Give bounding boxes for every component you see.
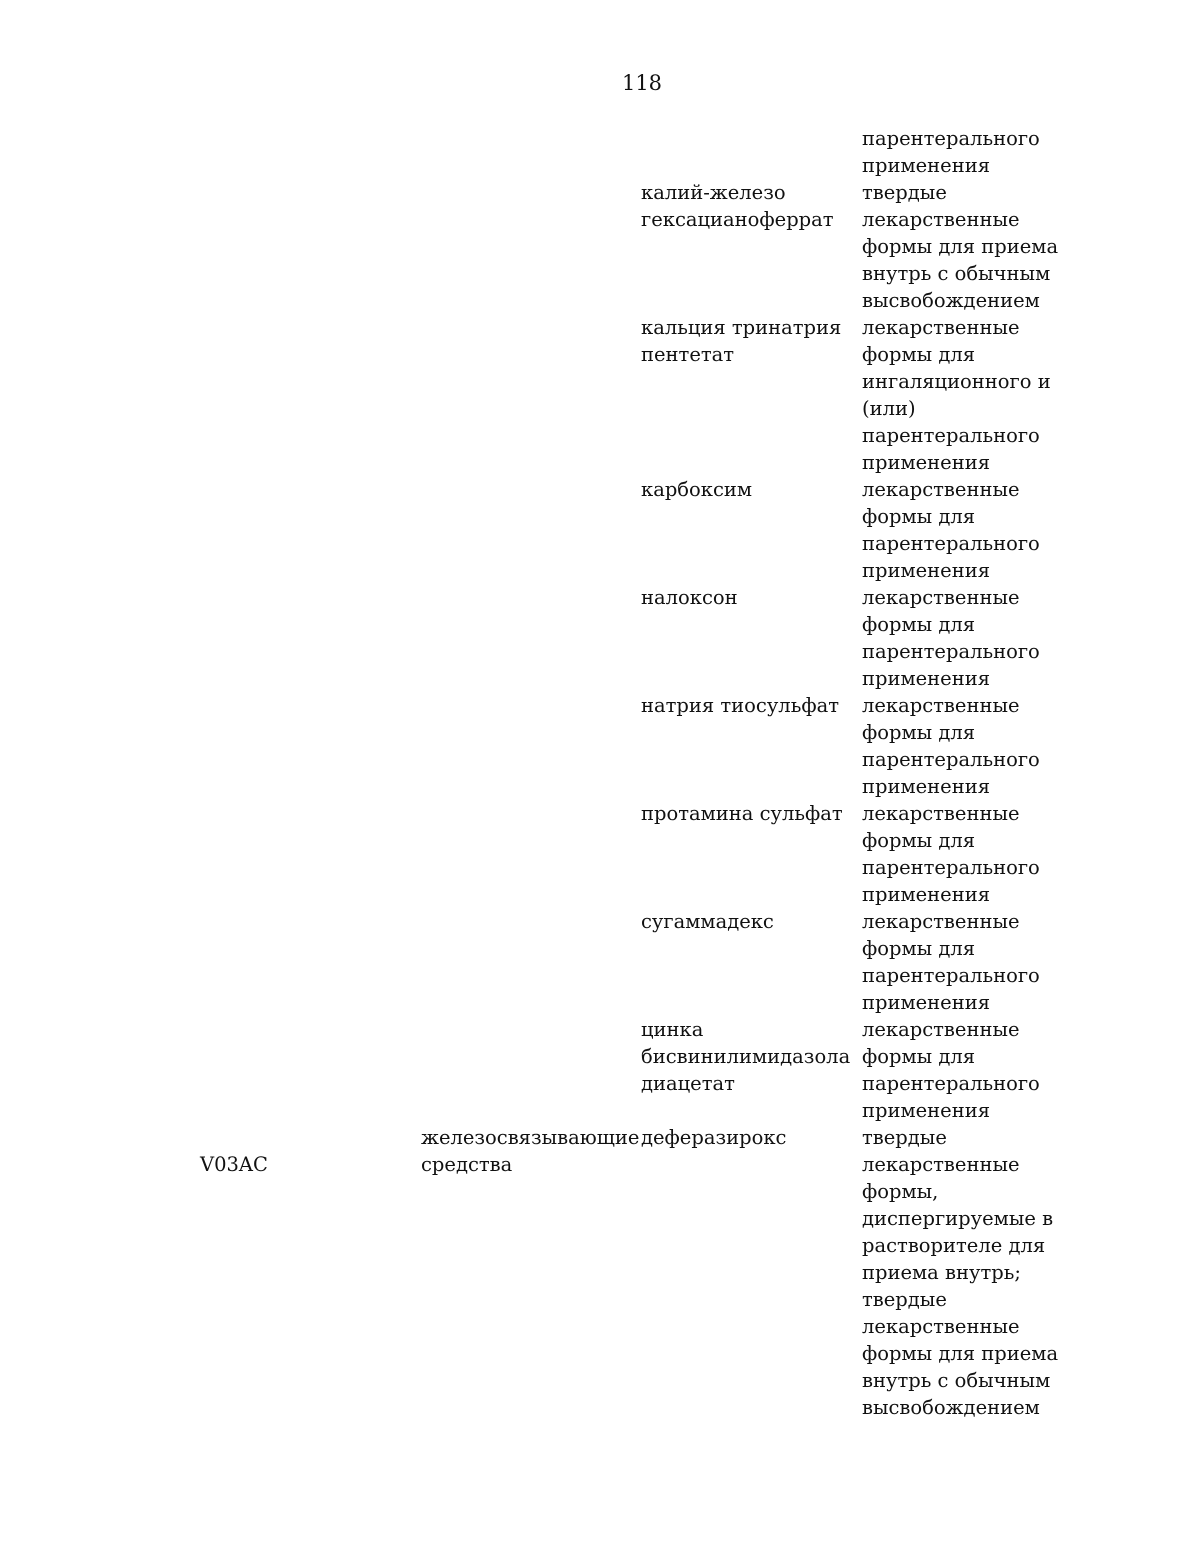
text-line: применения bbox=[862, 883, 991, 906]
text-line: формы для bbox=[862, 1045, 976, 1068]
continuation-forms bbox=[862, 125, 1040, 179]
text-line: формы для приема bbox=[862, 235, 1059, 258]
text-line: применения bbox=[862, 667, 991, 690]
text-line: парентерального bbox=[862, 964, 1040, 987]
text-line: применения bbox=[862, 991, 991, 1014]
text-line: лекарственные bbox=[862, 1315, 1020, 1338]
text-line: пентетат bbox=[641, 343, 735, 366]
text-line: формы для bbox=[862, 613, 976, 636]
text-line: лекарственные bbox=[862, 694, 1020, 717]
text-line: формы для bbox=[862, 721, 976, 744]
page-number: 118 bbox=[621, 71, 663, 95]
dosage-forms bbox=[862, 314, 1051, 476]
text-line: лекарственные bbox=[862, 478, 1020, 501]
text-line: диацетат bbox=[641, 1072, 735, 1095]
text-line: диспергируемые в bbox=[862, 1207, 1054, 1230]
drug-name bbox=[641, 1124, 786, 1151]
dosage-forms bbox=[862, 908, 1040, 1016]
text-line: лекарственные bbox=[862, 1018, 1020, 1041]
dosage-forms bbox=[862, 692, 1040, 800]
dosage-forms bbox=[862, 179, 1058, 314]
text-line: парентерального bbox=[862, 532, 1040, 555]
text-line: налоксон bbox=[641, 586, 738, 609]
text-line: высвобождением bbox=[862, 289, 1040, 312]
drug-name bbox=[641, 1016, 850, 1097]
text-line: калий-железо bbox=[641, 181, 786, 204]
text-line: (или) bbox=[862, 397, 916, 420]
text-line: приема внутрь; bbox=[862, 1261, 1021, 1284]
text-line: формы для bbox=[862, 343, 976, 366]
drug-name bbox=[641, 179, 834, 233]
drug-name bbox=[641, 584, 738, 611]
text-line: карбоксим bbox=[641, 478, 753, 501]
text-line: парентерального bbox=[862, 424, 1040, 447]
drug-name bbox=[641, 908, 774, 935]
text-line: твердые bbox=[862, 181, 947, 204]
dosage-forms bbox=[862, 584, 1040, 692]
text-line: применения bbox=[862, 559, 991, 582]
drug-name bbox=[641, 314, 841, 368]
text-line: внутрь с обычным bbox=[862, 262, 1051, 285]
text-line: внутрь с обычным bbox=[862, 1369, 1051, 1392]
text-line: ингаляционного и bbox=[862, 370, 1051, 393]
text-line: цинка bbox=[641, 1018, 704, 1041]
text-line: лекарственные bbox=[862, 208, 1020, 231]
text-line: парентерального bbox=[862, 1072, 1040, 1095]
text-line: формы, bbox=[862, 1180, 939, 1203]
text-line: железосвязывающие bbox=[421, 1126, 640, 1149]
text-line: парентерального bbox=[862, 640, 1040, 663]
text-line: лекарственные bbox=[862, 910, 1020, 933]
text-line: натрия тиосульфат bbox=[641, 694, 839, 717]
text-line: применения bbox=[862, 154, 991, 177]
atc-code: V03AC bbox=[200, 1153, 268, 1176]
text-line: средства bbox=[421, 1153, 513, 1176]
text-line: кальция тринатрия bbox=[641, 316, 842, 339]
text-line: бисвинилимидазола bbox=[641, 1045, 851, 1068]
text-line: высвобождением bbox=[862, 1396, 1040, 1419]
text-line: формы для bbox=[862, 505, 976, 528]
text-line: лекарственные bbox=[862, 316, 1020, 339]
text-line: формы для приема bbox=[862, 1342, 1059, 1365]
text-line: сугаммадекс bbox=[641, 910, 774, 933]
text-line: парентерального bbox=[862, 748, 1040, 771]
text-line: формы для bbox=[862, 937, 976, 960]
text-line: твердые bbox=[862, 1126, 947, 1149]
text-line: лекарственные bbox=[862, 1153, 1020, 1176]
text-line: протамина сульфат bbox=[641, 802, 843, 825]
text-line: лекарственные bbox=[862, 586, 1020, 609]
text-line: твердые bbox=[862, 1288, 947, 1311]
drug-name bbox=[641, 800, 843, 827]
dosage-forms bbox=[862, 800, 1040, 908]
text-line: лекарственные bbox=[862, 802, 1020, 825]
dosage-forms bbox=[862, 1124, 1058, 1421]
group-name bbox=[421, 1124, 639, 1178]
dosage-forms bbox=[862, 476, 1040, 584]
text-line: применения bbox=[862, 451, 991, 474]
text-line: парентерального bbox=[862, 856, 1040, 879]
dosage-forms bbox=[862, 1016, 1040, 1124]
text-line: применения bbox=[862, 1099, 991, 1122]
drug-name bbox=[641, 476, 752, 503]
text-line: парентерального bbox=[862, 127, 1040, 150]
drug-name bbox=[641, 692, 839, 719]
text-line: растворителе для bbox=[862, 1234, 1046, 1257]
text-line: деферазирокс bbox=[641, 1126, 787, 1149]
text-line: формы для bbox=[862, 829, 976, 852]
text-line: гексацианоферрат bbox=[641, 208, 834, 231]
text-line: применения bbox=[862, 775, 991, 798]
